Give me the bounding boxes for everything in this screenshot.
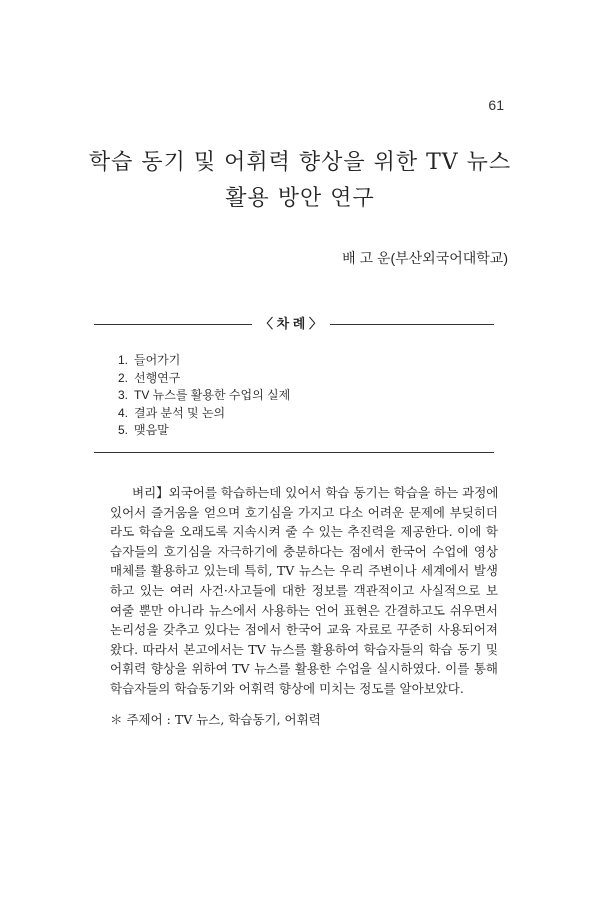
toc-item: 4. 결과 분석 및 논의 — [118, 405, 226, 420]
toc-item: 5. 맺음말 — [118, 423, 169, 437]
page-number: 61 — [488, 97, 504, 113]
toc-rule-left — [94, 324, 252, 325]
toc-bottom-rule — [94, 452, 494, 453]
abstract-line: 여줄 뿐만 아니라 뉴스에서 사용하는 언어 표현은 간결하고도 쉬우면서 — [110, 602, 498, 618]
abstract-line: 학습자들의 학습동기와 어휘력 향상에 미치는 정도를 알아보았다. — [110, 680, 464, 696]
author-affiliation: 배 고 운(부산외국어대학교) — [342, 250, 508, 266]
abstract-line: 매체를 활용하고 있는데 특히, TV 뉴스는 우리 주변이나 세계에서 발생 — [110, 563, 498, 579]
toc-item: 2. 선행연구 — [118, 370, 181, 385]
keywords: ＊ 주제어 : TV 뉴스, 학습동기, 어휘력 — [110, 712, 321, 727]
toc-item: 1. 들어가기 — [118, 353, 181, 367]
abstract-line: 논리성을 갖추고 있다는 점에서 한국어 교육 자료로 꾸준히 사용되어져 — [110, 622, 498, 638]
abstract-line: 있어서 즐거움을 얻으며 호기심을 가지고 다소 어려운 문제에 부딪히더 — [110, 504, 498, 520]
toc-rule-right — [330, 324, 494, 325]
toc-item: 3. TV 뉴스를 활용한 수업의 실제 — [118, 388, 291, 402]
toc-list — [118, 352, 290, 440]
abstract-line: 라도 학습을 오래도록 지속시켜 줄 수 있는 추진력을 제공한다. 이에 학 — [110, 524, 498, 540]
abstract — [110, 483, 498, 699]
abstract-line: 벼리】외국어를 학습하는데 있어서 학습 동기는 학습을 하는 과정에 — [132, 485, 498, 500]
toc-heading: 〈 차 례 〉 — [260, 316, 322, 331]
paper-title — [0, 145, 600, 217]
abstract-line: 어휘력 향상을 위하여 TV 뉴스를 활용한 수업을 실시하였다. 이를 통해 — [110, 661, 498, 677]
abstract-line: 습자들의 호기심을 자극하기에 충분하다는 점에서 한국어 수업에 영상 — [110, 543, 498, 559]
abstract-line: 하고 있는 여러 사건·사고들에 대한 정보를 객관적이고 사실적으로 보 — [110, 582, 498, 598]
abstract-line: 왔다. 따라서 본고에서는 TV 뉴스를 활용하여 학습자들의 학습 동기 및 — [110, 641, 498, 657]
title-line-1: 학습 동기 및 어휘력 향상을 위한 TV 뉴스 — [88, 150, 512, 175]
title-line-2: 활용 방안 연구 — [225, 186, 375, 211]
toc-header — [94, 313, 494, 335]
